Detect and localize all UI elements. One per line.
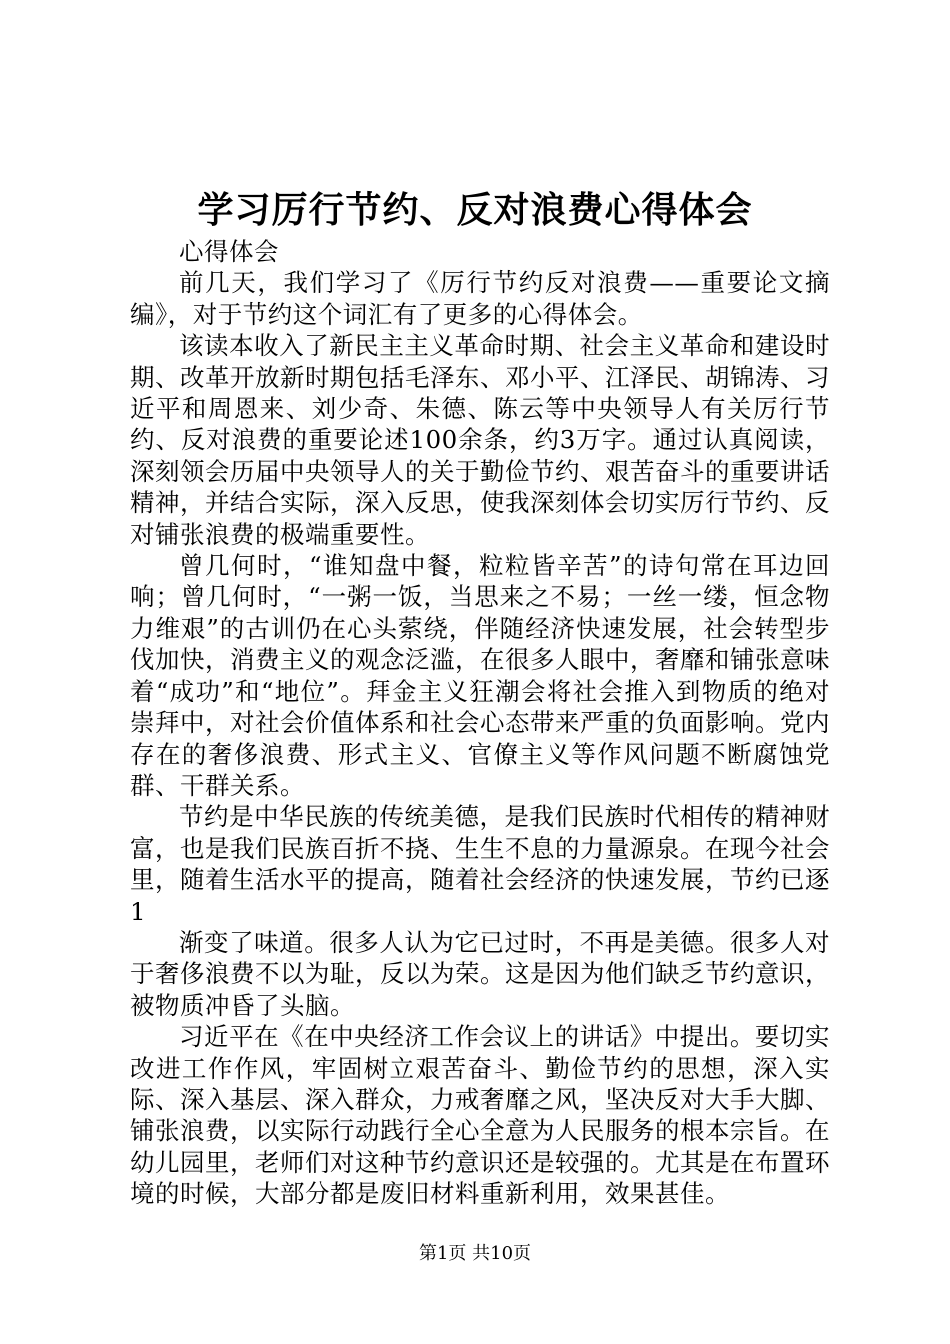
paragraph: 渐变了味道。很多人认为它已过时，不再是美德。很多人对于奢侈浪费不以为耻，反以为荣。这是因为他们缺乏节约意识，被物质冲昏了头脑。 <box>130 927 830 1020</box>
paragraph: 前几天，我们学习了《厉行节约反对浪费——重要论文摘编》，对于节约这个词汇有了更多的心得体会。 <box>130 268 830 329</box>
page-number-footer: 第1页 共10页 <box>418 1243 532 1264</box>
paragraph: 曾几何时，“谁知盘中餐，粒粒皆辛苦”的诗句常在耳边回响；曾几何时，“一粥一饭，当思来之不易；一丝一缕，恒念物力维艰”的古训仍在心头萦绕，伴随经济快速发展，社会转型步伐加快，消费主义的观念泛滥，在很多人眼中，奢靡和铺张意味着“成功”和“地位”。拜金主义狂潮会将社会推入到物质的绝对崇拜中，对社会价值体系和社会心态带来严重的负面影响。党内存在的奢侈浪费、形式主义、官僚主义等作风问题不断腐蚀党群、干群关系。 <box>130 551 830 800</box>
document-body <box>130 236 830 1210</box>
paragraph-heading: 心得体会 <box>179 237 279 266</box>
page-title: 学习厉行节约、反对浪费心得体会 <box>197 189 753 231</box>
paragraph: 节约是中华民族的传统美德，是我们民族时代相传的精神财富，也是我们民族百折不挠、生生不息的力量源泉。在现今社会里，随着生活水平的提高，随着社会经济的快速发展，节约已逐1 <box>130 802 830 926</box>
paragraph: 习近平在《在中央经济工作会议上的讲话》中提出。要切实改进工作作风，牢固树立艰苦奋斗、勤俭节约的思想，深入实际、深入基层、深入群众，力戒奢靡之风，坚决反对大手大脚、铺张浪费，以实际行动践行全心全意为人民服务的根本宗旨。在幼儿园里，老师们对这种节约意识还是较强的。尤其是在布置环境的时候，大部分都是废旧材料重新利用，效果甚佳。 <box>130 1022 830 1209</box>
paragraph: 该读本收入了新民主主义革命时期、社会主义革命和建设时期、改革开放新时期包括毛泽东、邓小平、江泽民、胡锦涛、习近平和周恩来、刘少奇、朱德、陈云等中央领导人有关厉行节约、反对浪费的重要论述100余条，约3万字。通过认真阅读，深刻领会历届中央领导人的关于勤俭节约、艰苦奋斗的重要讲话精神，并结合实际，深入反思，使我深刻体会切实厉行节约、反对铺张浪费的极端重要性。 <box>130 331 830 549</box>
